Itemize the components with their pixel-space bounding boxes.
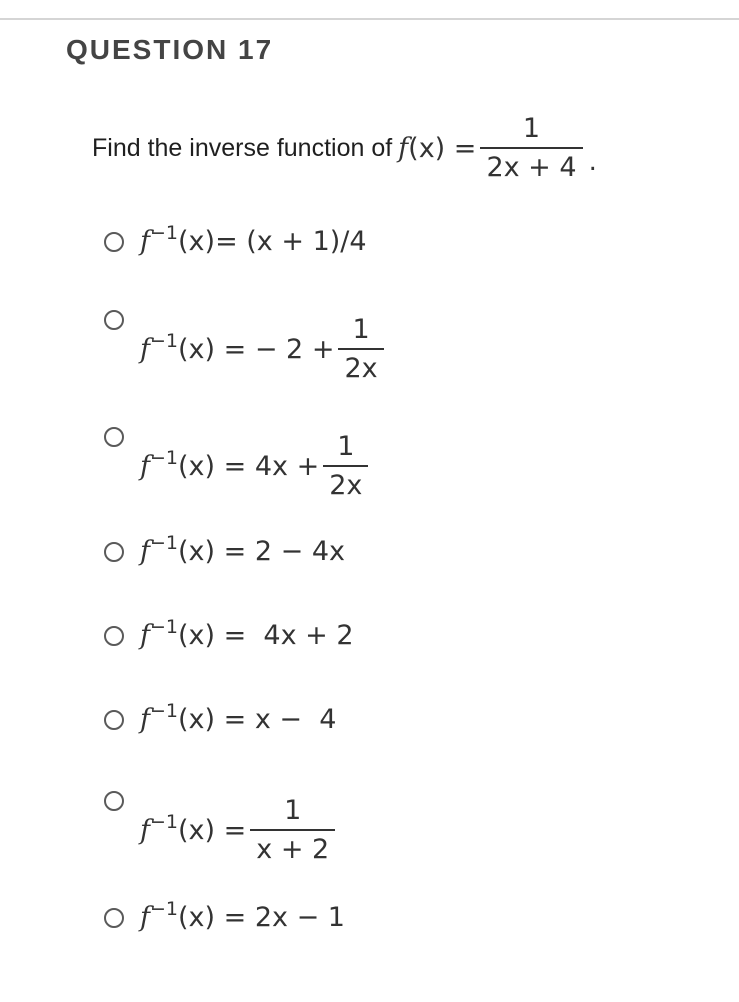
option-fraction [250, 795, 335, 865]
option-numerator: 1 [337, 431, 355, 462]
top-divider [0, 18, 739, 20]
option-lhs: $f^{-1}(x)$ [140, 446, 216, 482]
radio-button[interactable] [104, 791, 124, 811]
option-lhs: $f^{-1}(x)$ [140, 898, 216, 933]
option-expression: = − 2 + [215, 333, 335, 365]
answer-option-4[interactable] [104, 532, 345, 567]
question-title: QUESTION 17 [66, 34, 274, 65]
option-fraction [323, 431, 368, 501]
answer-option-5[interactable] [104, 616, 354, 651]
radio-button[interactable] [104, 310, 124, 330]
option-numerator: 1 [284, 795, 302, 826]
radio-button[interactable] [104, 427, 124, 447]
option-lhs: $f^{-1}(x)$ [140, 329, 216, 365]
option-expression: = 2 − 4x [215, 536, 345, 567]
option-expression-group [140, 795, 339, 865]
radio-button[interactable] [104, 232, 124, 252]
radio-button[interactable] [104, 626, 124, 646]
option-lhs: $f^{-1}(x)$ [140, 810, 216, 846]
option-expression: = 4x + 2 [215, 620, 354, 651]
option-numerator: 1 [352, 314, 370, 345]
option-lhs: $f^{-1}(x)$ [140, 532, 216, 567]
option-expression-group [140, 314, 388, 384]
end-punctuation: . [588, 147, 597, 177]
function-lhs: f(x) = [398, 132, 477, 164]
option-expression: = 2x − 1 [215, 902, 345, 933]
function-numerator: 1 [522, 113, 541, 144]
option-denominator: 2x [329, 470, 363, 501]
answer-option-2[interactable] [104, 306, 388, 384]
function-denominator: 2x + 4 [486, 152, 577, 183]
option-fraction [338, 314, 383, 384]
radio-button[interactable] [104, 710, 124, 730]
radio-button[interactable] [104, 908, 124, 928]
option-expression: = [215, 814, 247, 846]
option-lhs: $f^{-1}(x)$ [140, 222, 216, 257]
option-expression: = (x + 1)/4 [215, 226, 367, 257]
radio-button[interactable] [104, 542, 124, 562]
function-fraction [480, 113, 582, 183]
question-prompt [92, 108, 597, 188]
option-denominator: 2x [344, 353, 378, 384]
answer-option-1[interactable] [104, 222, 367, 257]
option-denominator: x + 2 [256, 834, 330, 865]
answer-option-8[interactable] [104, 898, 345, 933]
answer-option-6[interactable] [104, 700, 337, 735]
prompt-text: Find the inverse function of [92, 133, 393, 162]
answer-option-7[interactable] [104, 787, 339, 865]
option-lhs: $f^{-1}(x)$ [140, 616, 216, 651]
option-lhs: $f^{-1}(x)$ [140, 700, 216, 735]
option-expression: = x − 4 [215, 704, 337, 735]
option-expression: = 4x + [215, 450, 320, 482]
answer-option-3[interactable] [104, 423, 372, 501]
option-expression-group [140, 431, 372, 501]
